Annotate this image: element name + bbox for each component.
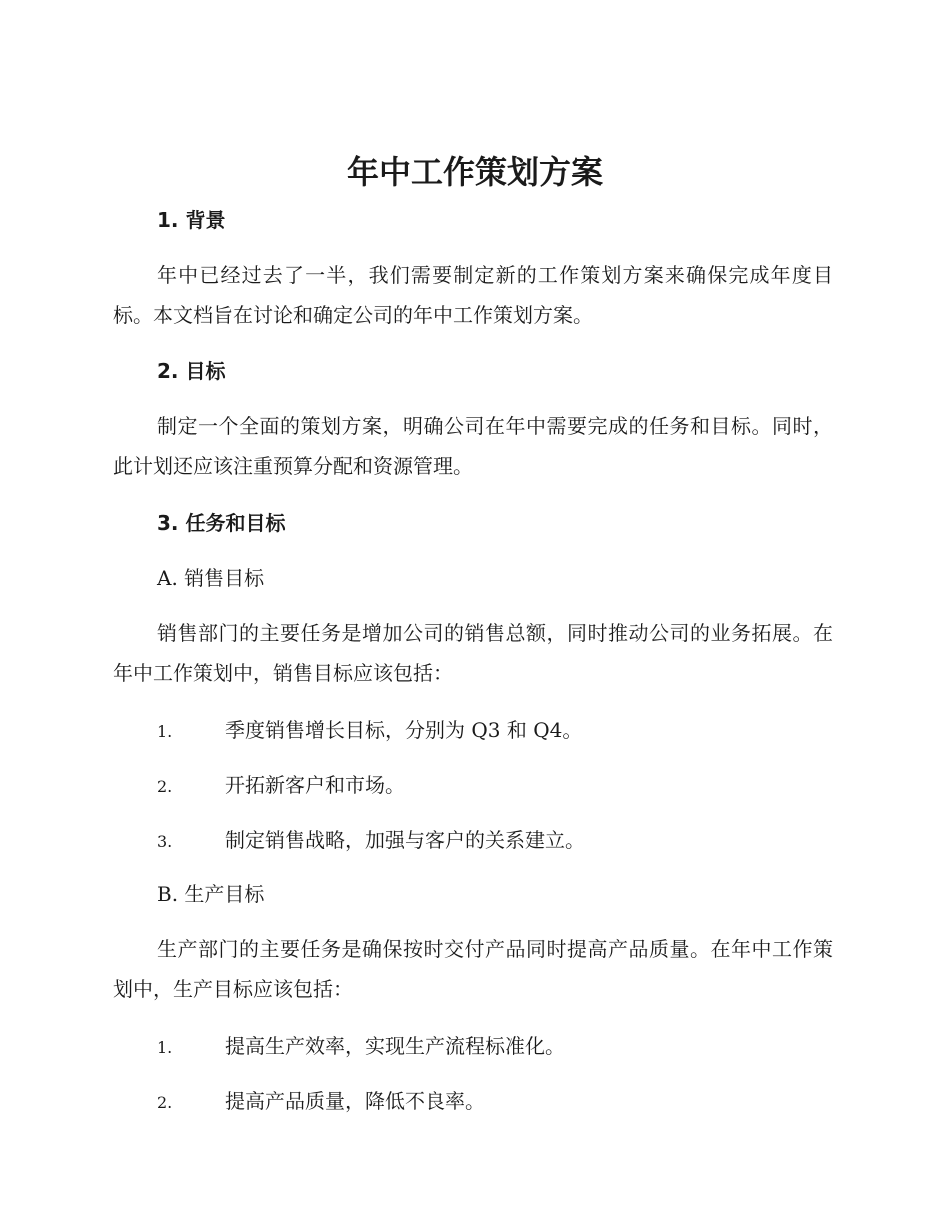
section-heading-background: 1. 背景 [157, 208, 226, 232]
list-number: 2. [157, 1093, 173, 1112]
list-number: 3. [157, 832, 173, 851]
list-number: 1. [157, 1038, 173, 1057]
list-text: 提高产品质量，降低不良率。 [225, 1089, 485, 1113]
list-item [157, 1086, 837, 1118]
list-item [157, 1031, 837, 1063]
list-text: 季度销售增长目标，分别为 Q3 和 Q4。 [225, 718, 583, 742]
list-item [157, 825, 837, 857]
document-title: 年中工作策划方案 [346, 153, 603, 191]
background-paragraph: 年中已经过去了一半，我们需要制定新的工作策划方案来确保完成年度目标。本文档旨在讨论和确定公司的年中工作策划方案。 [113, 263, 833, 327]
section-heading-goals: 2. 目标 [157, 359, 226, 383]
list-number: 2. [157, 777, 173, 796]
list-text: 开拓新客户和市场。 [225, 773, 405, 797]
production-paragraph: 生产部门的主要任务是确保按时交付产品同时提高产品质量。在年中工作策划中，生产目标应该包括： [113, 937, 833, 1001]
subsection-label-sales: A. 销售目标 [157, 566, 265, 590]
list-text: 提高生产效率，实现生产流程标准化。 [225, 1034, 565, 1058]
goals-paragraph: 制定一个全面的策划方案，明确公司在年中需要完成的任务和目标。同时，此计划还应该注重预算分配和资源管理。 [113, 414, 833, 478]
list-number: 1. [157, 722, 173, 741]
list-text: 制定销售战略，加强与客户的关系建立。 [225, 828, 585, 852]
subsection-label-production: B. 生产目标 [157, 882, 265, 906]
list-item [157, 770, 837, 802]
section-heading-tasks: 3. 任务和目标 [157, 511, 286, 535]
sales-paragraph: 销售部门的主要任务是增加公司的销售总额，同时推动公司的业务拓展。在年中工作策划中，销售目标应该包括： [113, 621, 833, 685]
list-item [157, 715, 837, 747]
